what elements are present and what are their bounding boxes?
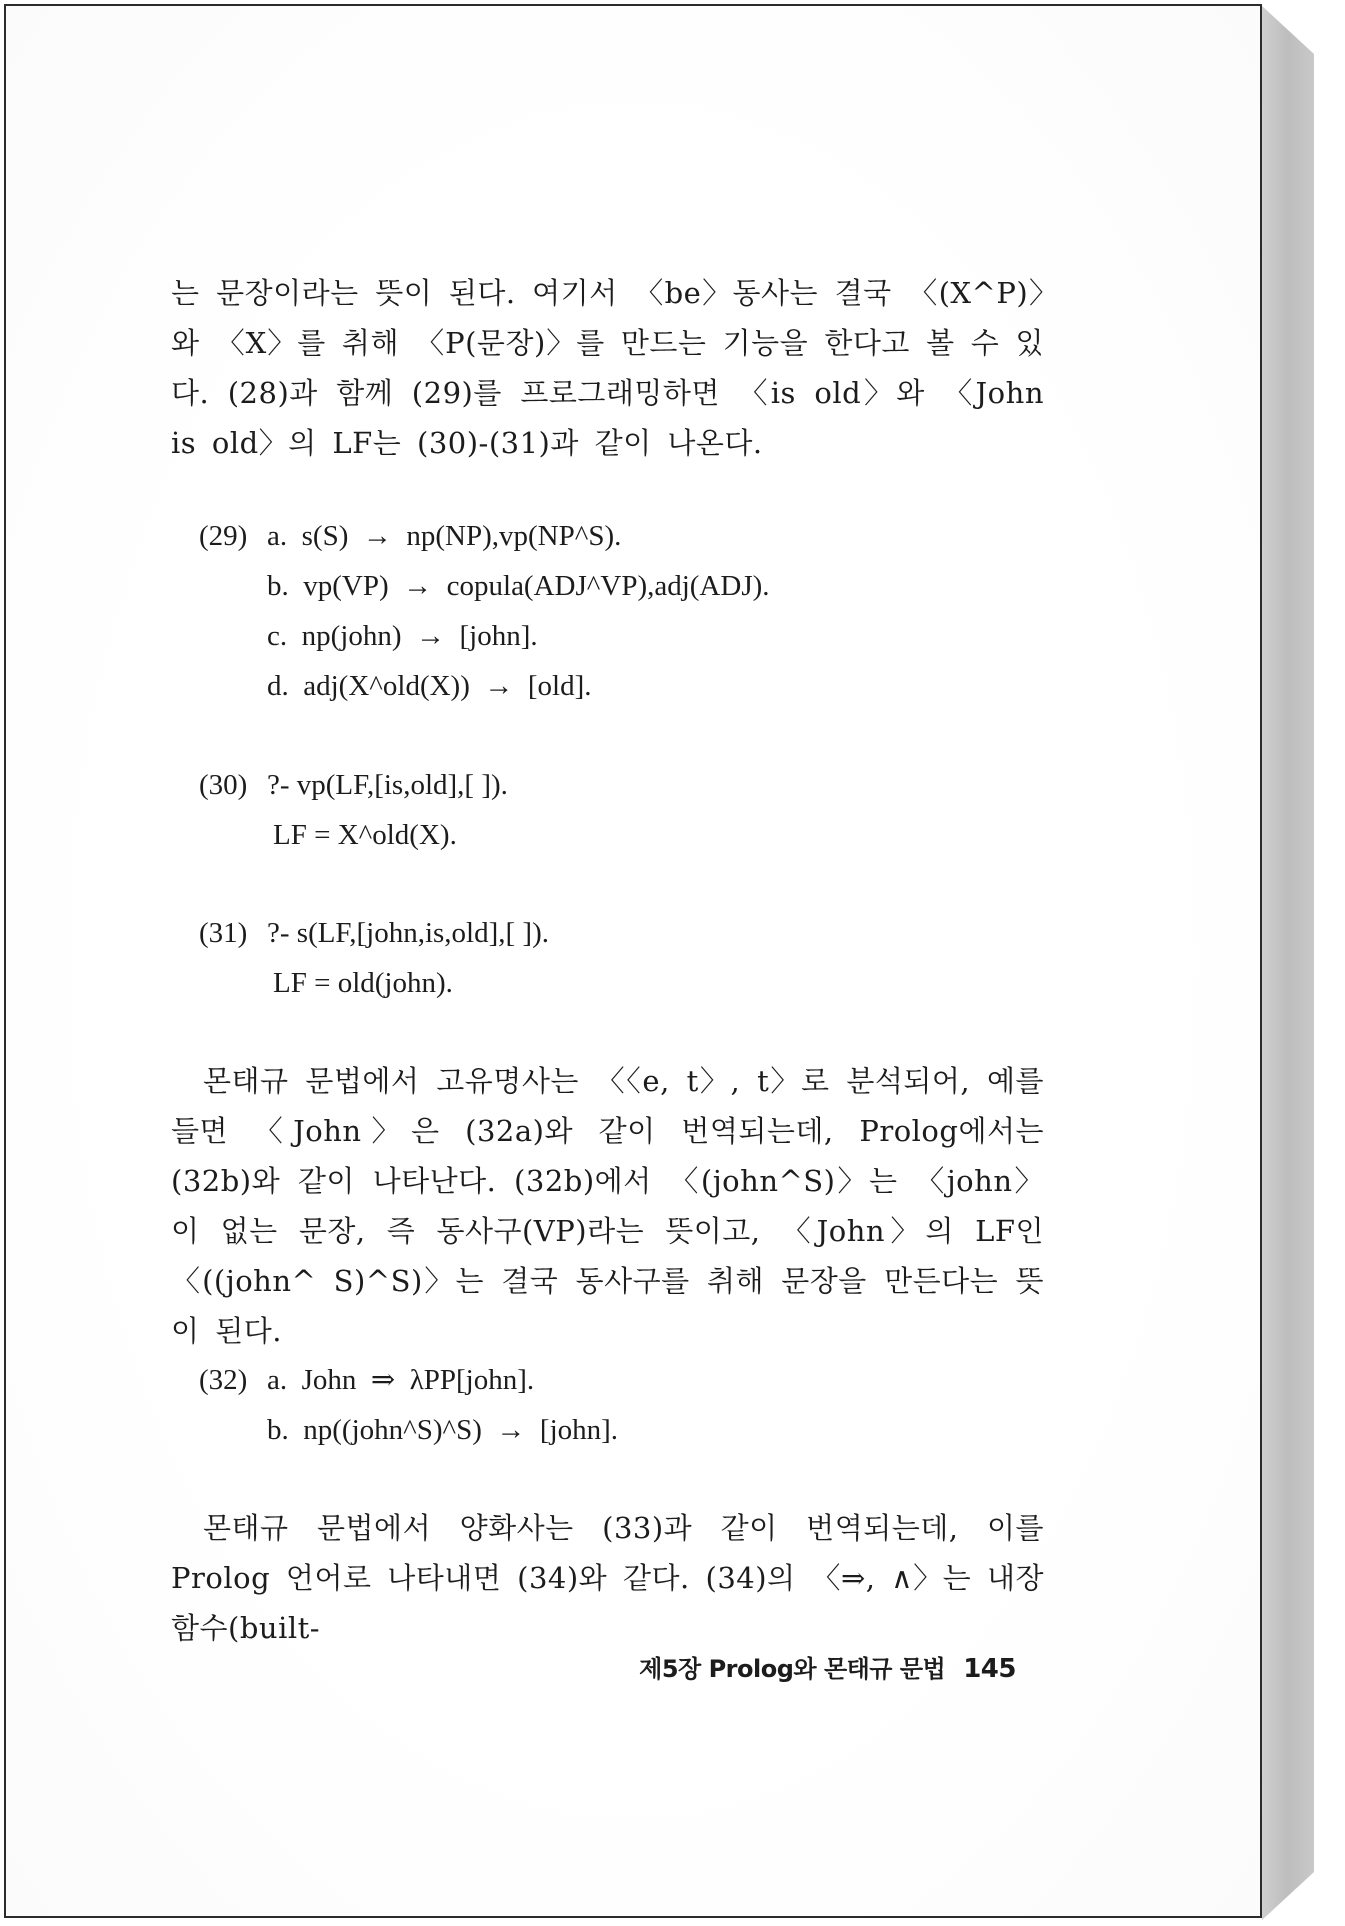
- example-32b: b. np((john^S)^S) → [john].: [267, 1414, 619, 1446]
- example-number-29: (29): [199, 520, 248, 552]
- example-31-query: ?- s(LF,[john,is,old],[ ]).: [267, 917, 549, 949]
- example-30-query: ?- vp(LF,[is,old],[ ]).: [267, 769, 508, 801]
- example-number-31: (31): [199, 917, 248, 949]
- example-29d: d. adj(X^old(X)) → [old].: [267, 670, 592, 702]
- example-31-result: LF = old(john).: [273, 967, 453, 999]
- page-number: 145: [963, 1654, 1016, 1684]
- page: [4, 4, 1262, 1918]
- example-32a: a. John ⇒ λPP[john].: [267, 1364, 535, 1396]
- chapter-title: 제5장 Prolog와 몬태규 문법: [639, 1655, 946, 1683]
- paragraph-intro: 는 문장이라는 뜻이 된다. 여기서 〈be〉동사는 결국 〈(X^P)〉와 〈X〉를 취해 〈P(문장)〉를 만드는 기능을 한다고 볼 수 있다. (28)과 함께 (29)를 프로그래밍하면 〈is old〉와 〈John is old〉의 LF는 (30)-(31)과 같이 나온다.: [171, 276, 1044, 460]
- example-29c: c. np(john) → [john].: [267, 620, 538, 652]
- example-30-result: LF = X^old(X).: [273, 819, 457, 851]
- page-surface: [6, 6, 1260, 1916]
- paragraph-quantifiers: 몬태규 문법에서 양화사는 (33)과 같이 번역되는데, 이를 Prolog 언어로 나타내면 (34)와 같다. (34)의 〈⇒, ∧〉는 내장함수(built-: [171, 1511, 1044, 1645]
- running-footer: [606, 1649, 1016, 1684]
- paragraph-proper-names: 몬태규 문법에서 고유명사는 〈〈e, t〉, t〉로 분석되어, 예를 들면 〈John〉은 (32a)와 같이 번역되는데, Prolog에서는 (32b)와 같이 나타난다. (32b)에서 〈(john^S)〉는 〈john〉이 없는 문장, 즉 동사구(VP)라는 뜻이고, 〈John〉의 LF인 〈((john^ S)^S)〉는 결국 동사구를 취해 문장을 만든다는 뜻이 된다.: [171, 1064, 1044, 1348]
- example-number-30: (30): [199, 769, 248, 801]
- example-29b: b. vp(VP) → copula(ADJ^VP),adj(ADJ).: [267, 570, 770, 602]
- book-edge: [1262, 6, 1314, 1920]
- example-number-32: (32): [199, 1364, 248, 1396]
- example-29a: a. s(S) → np(NP),vp(NP^S).: [267, 520, 622, 552]
